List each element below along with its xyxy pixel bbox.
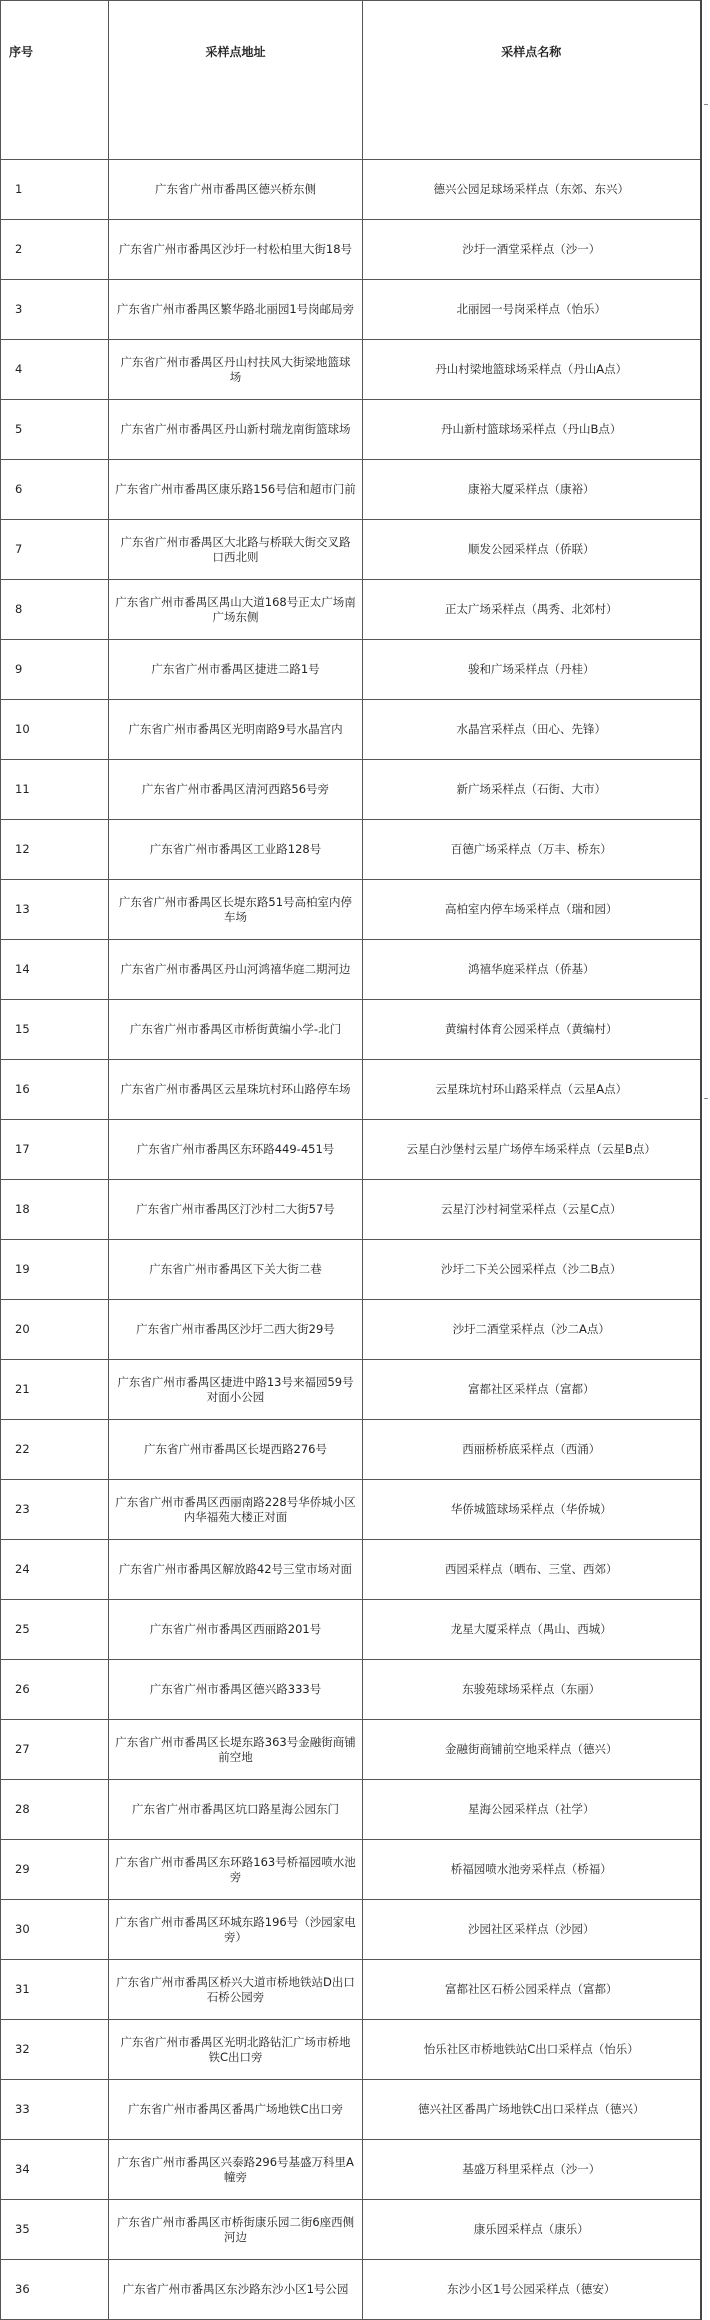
table-row	[1, 2020, 701, 2080]
table-row	[1, 1300, 701, 1360]
table-row	[1, 2200, 701, 2260]
cell-site-name: 德兴公园足球场采样点（东郊、东兴）	[363, 160, 701, 220]
table-row	[1, 460, 701, 520]
table-row	[1, 1480, 701, 1540]
cell-site-name: 沙园社区采样点（沙园）	[363, 1900, 701, 1960]
cell-site-address: 广东省广州市番禺区德兴路333号	[109, 1660, 363, 1720]
cell-site-address: 广东省广州市番禺区下关大街二巷	[109, 1240, 363, 1300]
cell-site-name: 沙圩二酒堂采样点（沙二A点）	[363, 1300, 701, 1360]
cell-site-name: 云星珠坑村环山路采样点（云星A点）	[363, 1060, 701, 1120]
cell-site-address: 广东省广州市番禺区捷进二路1号	[109, 640, 363, 700]
table-row	[1, 760, 701, 820]
cell-serial-number: 22	[1, 1420, 109, 1480]
table-header-row	[1, 1, 701, 160]
cell-site-name: 水晶宫采样点（田心、先锋）	[363, 700, 701, 760]
cell-site-address: 广东省广州市番禺区工业路128号	[109, 820, 363, 880]
cell-serial-number: 21	[1, 1360, 109, 1420]
cell-serial-number: 6	[1, 460, 109, 520]
cell-site-name: 北丽园一号岗采样点（怡乐）	[363, 280, 701, 340]
table-row	[1, 640, 701, 700]
cell-site-address: 广东省广州市番禺区清河西路56号旁	[109, 760, 363, 820]
table-row	[1, 1840, 701, 1900]
table-row	[1, 520, 701, 580]
table-row	[1, 1780, 701, 1840]
cell-site-address: 广东省广州市番禺区丹山新村瑞龙南街篮球场	[109, 400, 363, 460]
cell-site-address: 广东省广州市番禺区东环路449-451号	[109, 1120, 363, 1180]
page-edge-mark	[704, 1098, 708, 1099]
table-row	[1, 160, 701, 220]
cell-site-address: 广东省广州市番禺区德兴桥东侧	[109, 160, 363, 220]
cell-serial-number: 18	[1, 1180, 109, 1240]
table-row	[1, 1060, 701, 1120]
cell-site-name: 丹山新村篮球场采样点（丹山B点）	[363, 400, 701, 460]
cell-site-address: 广东省广州市番禺区云星珠坑村环山路停车场	[109, 1060, 363, 1120]
cell-site-name: 百德广场采样点（万丰、桥东）	[363, 820, 701, 880]
cell-serial-number: 19	[1, 1240, 109, 1300]
cell-site-address: 广东省广州市番禺区长堤东路51号高柏室内停车场	[109, 880, 363, 940]
cell-site-name: 顺发公园采样点（侨联）	[363, 520, 701, 580]
cell-site-name: 基盛万科里采样点（沙一）	[363, 2140, 701, 2200]
table-row	[1, 940, 701, 1000]
cell-site-name: 云星汀沙村祠堂采样点（云星C点）	[363, 1180, 701, 1240]
cell-site-name: 德兴社区番禺广场地铁C出口采样点（德兴）	[363, 2080, 701, 2140]
page-edge-mark	[704, 104, 708, 105]
cell-serial-number: 25	[1, 1600, 109, 1660]
cell-serial-number: 31	[1, 1960, 109, 2020]
table-row	[1, 2080, 701, 2140]
table-row	[1, 1720, 701, 1780]
table-row	[1, 1000, 701, 1060]
cell-serial-number: 34	[1, 2140, 109, 2200]
cell-site-name: 怡乐社区市桥地铁站C出口采样点（怡乐）	[363, 2020, 701, 2080]
cell-serial-number: 35	[1, 2200, 109, 2260]
cell-site-address: 广东省广州市番禺区捷进中路13号来福园59号对面小公园	[109, 1360, 363, 1420]
table-row	[1, 340, 701, 400]
cell-site-address: 广东省广州市番禺区解放路42号三堂市场对面	[109, 1540, 363, 1600]
cell-serial-number: 13	[1, 880, 109, 940]
table-row	[1, 400, 701, 460]
table-row	[1, 1180, 701, 1240]
table-row	[1, 280, 701, 340]
cell-serial-number: 28	[1, 1780, 109, 1840]
cell-site-address: 广东省广州市番禺区桥兴大道市桥地铁站D出口石桥公园旁	[109, 1960, 363, 2020]
table-row	[1, 1540, 701, 1600]
cell-serial-number: 24	[1, 1540, 109, 1600]
cell-site-address: 广东省广州市番禺区丹山河鸿禧华庭二期河边	[109, 940, 363, 1000]
cell-site-name: 新广场采样点（石街、大市）	[363, 760, 701, 820]
cell-site-name: 沙圩二下关公园采样点（沙二B点）	[363, 1240, 701, 1300]
table-row	[1, 220, 701, 280]
cell-serial-number: 17	[1, 1120, 109, 1180]
cell-serial-number: 4	[1, 340, 109, 400]
cell-site-address: 广东省广州市番禺区大北路与桥联大街交叉路口西北则	[109, 520, 363, 580]
table-row	[1, 1120, 701, 1180]
cell-site-address: 广东省广州市番禺区兴泰路296号基盛万科里A幢旁	[109, 2140, 363, 2200]
cell-site-address: 广东省广州市番禺区番禺广场地铁C出口旁	[109, 2080, 363, 2140]
header-site-name: 采样点名称	[363, 1, 701, 160]
cell-site-address: 广东省广州市番禺区繁华路北丽园1号岗邮局旁	[109, 280, 363, 340]
cell-serial-number: 16	[1, 1060, 109, 1120]
cell-serial-number: 14	[1, 940, 109, 1000]
cell-serial-number: 26	[1, 1660, 109, 1720]
table-row	[1, 1360, 701, 1420]
cell-site-name: 西园采样点（晒布、三堂、西郊）	[363, 1540, 701, 1600]
cell-site-address: 广东省广州市番禺区沙圩一村松柏里大街18号	[109, 220, 363, 280]
cell-serial-number: 11	[1, 760, 109, 820]
table-row	[1, 1600, 701, 1660]
cell-serial-number: 15	[1, 1000, 109, 1060]
cell-serial-number: 3	[1, 280, 109, 340]
cell-site-name: 金融街商铺前空地采样点（德兴）	[363, 1720, 701, 1780]
cell-site-address: 广东省广州市番禺区丹山村扶风大街梁地篮球场	[109, 340, 363, 400]
cell-site-name: 云星白沙堡村云星广场停车场采样点（云星B点）	[363, 1120, 701, 1180]
cell-site-name: 正太广场采样点（禺秀、北郊村）	[363, 580, 701, 640]
cell-site-name: 西丽桥桥底采样点（西涌）	[363, 1420, 701, 1480]
cell-serial-number: 29	[1, 1840, 109, 1900]
cell-serial-number: 23	[1, 1480, 109, 1540]
cell-site-name: 康裕大厦采样点（康裕）	[363, 460, 701, 520]
cell-site-name: 沙圩一酒堂采样点（沙一）	[363, 220, 701, 280]
cell-serial-number: 30	[1, 1900, 109, 1960]
cell-site-name: 丹山村梁地篮球场采样点（丹山A点）	[363, 340, 701, 400]
table-row	[1, 2140, 701, 2200]
cell-site-name: 富都社区石桥公园采样点（富都）	[363, 1960, 701, 2020]
cell-serial-number: 2	[1, 220, 109, 280]
table-row	[1, 1960, 701, 2020]
cell-serial-number: 7	[1, 520, 109, 580]
cell-site-name: 鸿禧华庭采样点（侨基）	[363, 940, 701, 1000]
cell-site-address: 广东省广州市番禺区汀沙村二大街57号	[109, 1180, 363, 1240]
cell-site-name: 康乐园采样点（康乐）	[363, 2200, 701, 2260]
table-row	[1, 1240, 701, 1300]
cell-site-name: 华侨城篮球场采样点（华侨城）	[363, 1480, 701, 1540]
cell-site-name: 星海公园采样点（社学）	[363, 1780, 701, 1840]
header-site-address: 采样点地址	[109, 1, 363, 160]
cell-site-name: 桥福园喷水池旁采样点（桥福）	[363, 1840, 701, 1900]
cell-serial-number: 5	[1, 400, 109, 460]
header-serial-number: 序号	[1, 1, 109, 160]
table-row	[1, 1660, 701, 1720]
cell-site-address: 广东省广州市番禺区长堤西路276号	[109, 1420, 363, 1480]
cell-site-address: 广东省广州市番禺区市桥街黄编小学-北门	[109, 1000, 363, 1060]
table-row	[1, 880, 701, 940]
cell-site-name: 富都社区采样点（富都）	[363, 1360, 701, 1420]
cell-site-name: 黄编村体育公园采样点（黄编村）	[363, 1000, 701, 1060]
cell-site-address: 广东省广州市番禺区康乐路156号信和超市门前	[109, 460, 363, 520]
cell-serial-number: 20	[1, 1300, 109, 1360]
cell-serial-number: 33	[1, 2080, 109, 2140]
cell-serial-number: 36	[1, 2260, 109, 2320]
cell-site-name: 东沙小区1号公园采样点（德安）	[363, 2260, 701, 2320]
cell-serial-number: 32	[1, 2020, 109, 2080]
table-row	[1, 2260, 701, 2320]
table-row	[1, 820, 701, 880]
cell-serial-number: 12	[1, 820, 109, 880]
cell-site-name: 龙星大厦采样点（禺山、西城）	[363, 1600, 701, 1660]
cell-site-address: 广东省广州市番禺区光明北路钻汇广场市桥地铁C出口旁	[109, 2020, 363, 2080]
cell-site-name: 高柏室内停车场采样点（瑞和园）	[363, 880, 701, 940]
cell-site-name: 东骏苑球场采样点（东丽）	[363, 1660, 701, 1720]
table-row	[1, 1420, 701, 1480]
cell-site-address: 广东省广州市番禺区东沙路东沙小区1号公园	[109, 2260, 363, 2320]
cell-site-address: 广东省广州市番禺区长堤东路363号金融街商铺前空地	[109, 1720, 363, 1780]
table-row	[1, 580, 701, 640]
cell-site-address: 广东省广州市番禺区光明南路9号水晶宫内	[109, 700, 363, 760]
cell-site-address: 广东省广州市番禺区禺山大道168号正太广场南广场东侧	[109, 580, 363, 640]
table-row	[1, 700, 701, 760]
cell-site-address: 广东省广州市番禺区环城东路196号（沙园家电旁）	[109, 1900, 363, 1960]
cell-serial-number: 27	[1, 1720, 109, 1780]
cell-serial-number: 10	[1, 700, 109, 760]
cell-site-address: 广东省广州市番禺区市桥街康乐园二街6座西侧河边	[109, 2200, 363, 2260]
cell-serial-number: 9	[1, 640, 109, 700]
table-row	[1, 1900, 701, 1960]
cell-serial-number: 1	[1, 160, 109, 220]
cell-site-address: 广东省广州市番禺区沙圩二西大街29号	[109, 1300, 363, 1360]
cell-site-address: 广东省广州市番禺区西丽南路228号华侨城小区内华福苑大楼正对面	[109, 1480, 363, 1540]
cell-site-name: 骏和广场采样点（丹桂）	[363, 640, 701, 700]
cell-site-address: 广东省广州市番禺区坑口路星海公园东门	[109, 1780, 363, 1840]
cell-site-address: 广东省广州市番禺区西丽路201号	[109, 1600, 363, 1660]
cell-serial-number: 8	[1, 580, 109, 640]
cell-site-address: 广东省广州市番禺区东环路163号桥福园喷水池旁	[109, 1840, 363, 1900]
